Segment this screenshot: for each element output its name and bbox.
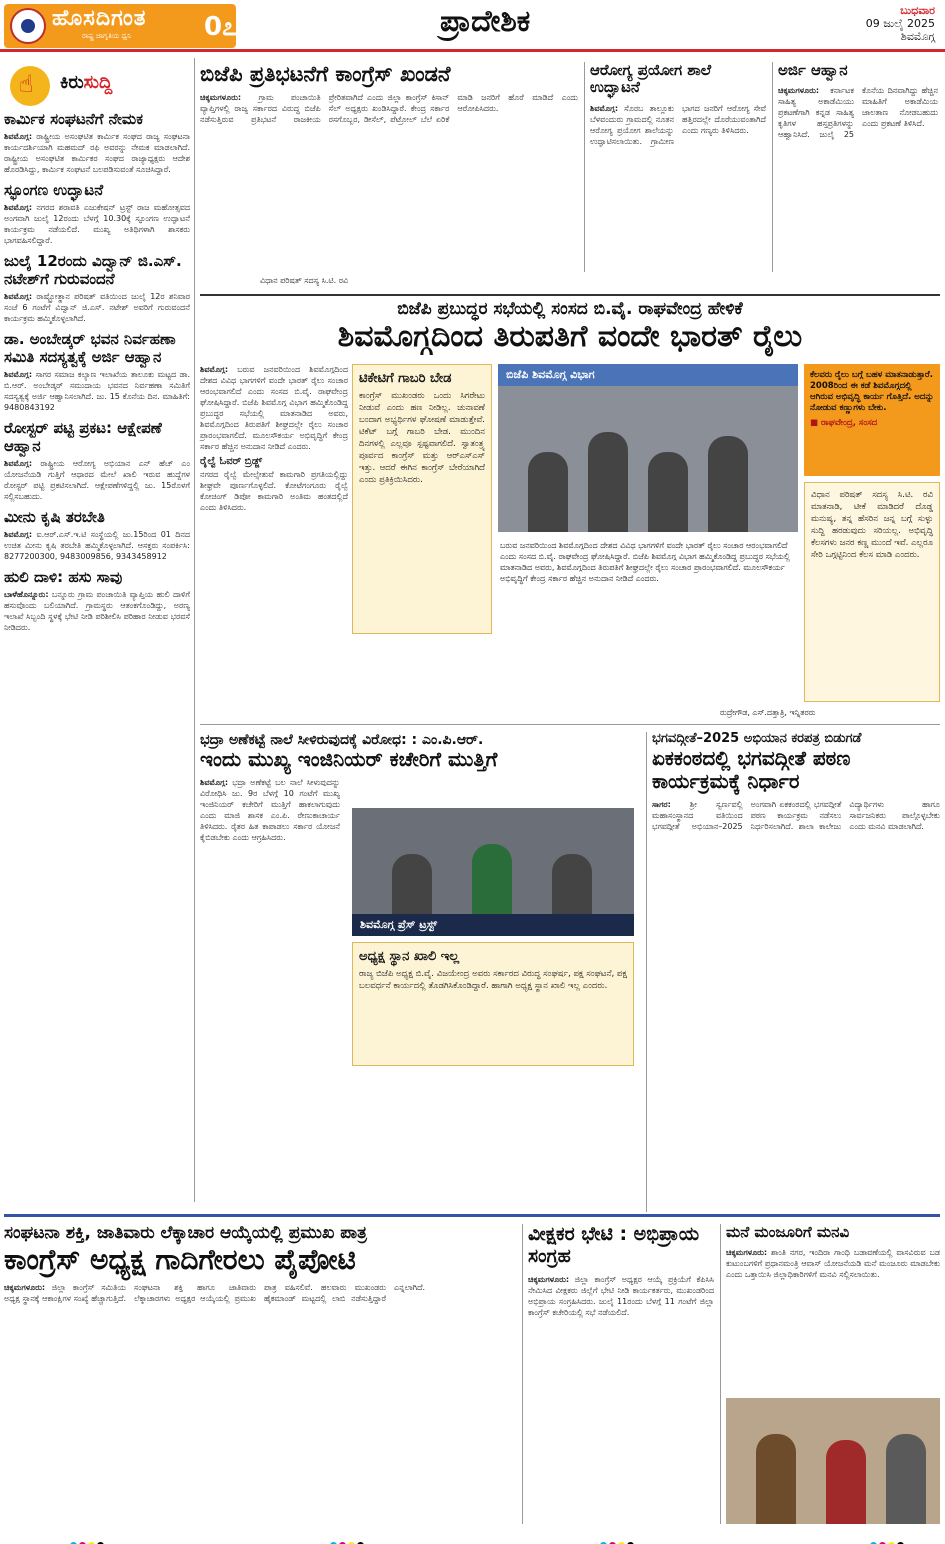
story-body: ಶಿವಮೊಗ್ಗ: ಭದ್ರಾ ಅಣೆಕಟ್ಟೆ ಬಲ ನಾಲೆ ಸೀಳುವುದನ್ನು ವಿರೋಧಿಸಿ ಜು. 9ರ ಬೆಳಗ್ಗೆ 10 ಗಂಟೆಗೆ ಮುಖ್ಯ ಇಂಜಿನಿಯರ್ ಕಚೇರಿಗೆ ಮುತ್ತಿಗೆ ಹಾಕಲಾಗುವುದು ಎಂದು ಮಾಜಿ ಶಾಸಕ ಎಂ.ಪಿ. ರೇಣುಕಾಚಾರ್ಯ ತಿಳಿಸಿದರು. ರೈತರ ಹಿತ ಕಾಪಾಡಲು ಸರ್ಕಾರ ಯೋಜನೆ ಕೈಬಿಡಬೇಕು ಎಂದು ಆಗ್ರಹಿಸಿದರು. bbox=[200, 778, 340, 843]
registration-dots bbox=[70, 1534, 106, 1544]
brief-title: ಸ್ಫೂಂಗಣ ಉದ್ಘಾಟನೆ bbox=[4, 181, 104, 199]
kirusuddi-header bbox=[4, 58, 190, 110]
brief-item bbox=[4, 110, 190, 175]
story-title: ಕಾಂಗ್ರೆಸ್ ಅಧ್ಯಕ್ಷ ಗಾದಿಗೇರಲು ಪೈಪೋಟಿ bbox=[4, 1242, 356, 1276]
section-title: ಪ್ರಾದೇಶಿಕ bbox=[440, 4, 531, 39]
story-title: ಅರ್ಜಿ ಆಹ್ವಾನ bbox=[778, 61, 848, 79]
story-kicker: ಸಂಘಟನಾ ಶಕ್ತಿ, ಜಾತಿವಾರು ಲೆಕ್ಕಾಚಾರ ಆಯ್ಕೆಯಲ್ಲಿ ಪ್ರಮುಖ ಪಾತ್ರ bbox=[4, 1223, 367, 1243]
brief-body: ಶಿವಮೊಗ್ಗ: ಸಾಗರ ಸಮಾಜ ಕಲ್ಯಾಣ ಇಲಾಖೆಯ ತಾಲೂಕು ಮಟ್ಟದ ಡಾ. ಬಿ.ಆರ್. ಅಂಬೇಡ್ಕರ್ ಸಮುದಾಯ ಭವನದ ನಿರ್ವಹಣಾ ಸಮಿತಿಗೆ ಸದಸ್ಯತ್ವಕ್ಕೆ ಅರ್ಜಿ ಆಹ್ವಾನಿಸಲಾಗಿದೆ. ಜು. 15 ಕೊನೆಯ ದಿನ. ಮಾಹಿತಿಗೆ: 9480843192 bbox=[4, 370, 191, 412]
story-title: ವೀಕ್ಷಕರ ಭೇಟಿ : ಅಭಿಪ್ರಾಯ ಸಂಗ್ರಹ bbox=[528, 1223, 700, 1267]
press-meet-photo bbox=[352, 808, 634, 936]
registration-dots bbox=[870, 1534, 906, 1544]
brief-title: ಮೀನು ಕೃಷಿ ತರಬೇತಿ bbox=[4, 508, 105, 526]
brief-item bbox=[4, 181, 190, 246]
quote-text: ಕೆಲವರು ರೈಲು ಬಗ್ಗೆ ಬಹಳ ಮಾತನಾಡುತ್ತಾರೆ. 2008ರಿಂದ ಈ ಕಡೆ ಶಿವಮೊಗ್ಗದಲ್ಲಿ ಆಗಿರುವ ಅಭಿವೃದ್ಧಿ ಕಾರ್ಯ ಗೊತ್ತಿದೆ. ಅದನ್ನು ನೋಡುವ ಕಣ್ಣುಗಳು ಬೇಕು. bbox=[810, 370, 934, 413]
column-divider bbox=[194, 58, 195, 1202]
section-divider bbox=[4, 1214, 940, 1217]
story-title: ಏಕಕಂಠದಲ್ಲಿ ಭಗವದ್ಗೀತೆ ಪಠಣ ಕಾರ್ಯಕ್ರಮಕ್ಕೆ ನಿರ್ಧಾರ bbox=[652, 745, 851, 793]
emblem-icon bbox=[10, 8, 46, 44]
brief-item bbox=[4, 568, 190, 633]
attendee-names: ರುದ್ರೇಗೌಡ, ಎಸ್.ದತ್ತಾತ್ರಿ, ಇನ್ನಿತರರು bbox=[720, 708, 816, 717]
housing-photo bbox=[726, 1398, 940, 1524]
masthead bbox=[0, 0, 945, 52]
story-bjp-protest bbox=[200, 62, 578, 286]
story-application-invite bbox=[778, 62, 938, 272]
paper-name: ಹೊಸದಿಗಂತ bbox=[52, 6, 147, 31]
registration-dots bbox=[600, 1534, 636, 1544]
lead-body bbox=[200, 364, 348, 734]
brief-body: ಶಿವಮೊಗ್ಗ: ನಗರದ ಶರಾವತಿ ಎಜುಕೇಷನ್ ಟ್ರಸ್ಟ್ ರಾಜ ಮಹೋತ್ಸವದ ಅಂಗವಾಗಿ ಜುಲೈ 12ರಂದು ಬೆಳಗ್ಗೆ 10.30ಕ್ಕೆ ಸ್ಫೂಂಗಣ ಉದ್ಘಾಟನೆ ಕಾರ್ಯಕ್ರಮ ನಡೆಯಲಿದೆ. ಮುಖ್ಯ ಅತಿಥಿಗಳಾಗಿ ಶಾಸಕರು ಭಾಗವಹಿಸಲಿದ್ದಾರೆ. bbox=[4, 203, 190, 245]
brief-title: ಹುಲಿ ದಾಳಿ: ಹಸು ಸಾವು bbox=[4, 568, 123, 586]
lead-body-text-2: ನಗರದ ರೈಲ್ವೆ ಮೇಲ್ಸೇತುವೆ ಕಾಮಗಾರಿ ಪ್ರಗತಿಯಲ್ಲಿದ್ದು ಶೀಘ್ರವೇ ಪೂರ್ಣಗೊಳ್ಳಲಿದೆ. ಕೋಟೆಗಂಗೂರು ರೈಲ್ವೆ ಕೋಚಿಂಗ್ ಡಿಪೋ ಕಾಮಗಾರಿ ಅಂತಿಮ ಹಂತದಲ್ಲಿದೆ ಎಂದು ತಿಳಿಸಿದರು. bbox=[200, 470, 348, 512]
story-body: ಚಿಕ್ಕಮಗಳೂರು: ಜಿಲ್ಲಾ ಕಾಂಗ್ರೆಸ್ ಅಧ್ಯಕ್ಷರ ಆಯ್ಕೆ ಪ್ರಕ್ರಿಯೆಗೆ ಕೆಪಿಸಿಸಿ ನೇಮಿಸಿದ ವೀಕ್ಷಕರು ಜಿಲ್ಲೆಗೆ ಭೇಟಿ ನೀಡಿ ಕಾರ್ಯಕರ್ತರು, ಮುಖಂಡರಿಂದ ಅಭಿಪ್ರಾಯ ಸಂಗ್ರಹಿಸಿದರು. ಜುಲೈ 11ರಂದು ಬೆಳಗ್ಗೆ 11 ಗಂಟೆಗೆ ಜಿಲ್ಲಾ ಕಾಂಗ್ರೆಸ್ ಕಚೇರಿಯಲ್ಲಿ ಸಭೆ ನಡೆಯಲಿದೆ. bbox=[528, 1274, 714, 1317]
registration-dots bbox=[330, 1534, 366, 1544]
paper-tagline: ರಾಷ್ಟ್ರ ಜಾಗೃತಿಯ ಧ್ವನಿ bbox=[82, 32, 132, 40]
story-gita bbox=[652, 732, 940, 1212]
story-title: ಮನೆ ಮಂಜೂರಿಗೆ ಮನವಿ bbox=[726, 1223, 850, 1241]
issue-place: ಶಿವಮೊಗ್ಗ bbox=[900, 30, 935, 43]
lead-subhead: ರೈಲ್ವೆ ಓವರ್ ಬ್ರಿಡ್ಜ್ bbox=[200, 456, 263, 467]
column-divider bbox=[522, 1224, 523, 1524]
brief-body: ಶಿವಮೊಗ್ಗ: ರಾಷ್ಟ್ರೀಯ ಆರೋಗ್ಯ ಅಭಿಯಾನ ಎನ್ ಹೆಚ್ ಎಂ ಯೋಜನೆಯಡಿ ಗುತ್ತಿಗೆ ಆಧಾರದ ಮೇಲೆ ಖಾಲಿ ಇರುವ ಹುದ್ದೆಗಳ ರೋಸ್ಟರ್ ಪಟ್ಟಿ ಪ್ರಕಟಿಸಲಾಗಿದೆ. ಆಕ್ಷೇಪಣೆಗಳಿದ್ದಲ್ಲಿ ಜು. 15ರೊಳಗೆ ಸಲ್ಲಿಸಬಹುದು. bbox=[4, 459, 191, 501]
brief-title: ಜುಲೈ 12ರಂದು ವಿದ್ವಾನ್ ಜಿ.ಎಸ್. ನಟೇಶ್‌ಗೆ ಗುರುವಂದನೆ bbox=[4, 252, 182, 288]
page-number: 0೭ bbox=[204, 12, 237, 42]
story-body: ಸಾಗರ: ಶ್ರೀ ಸ್ವರ್ಣವಲ್ಲಿ ಮಹಾಸಂಸ್ಥಾನದ ವತಿಯಿಂದ ಭಗವದ್ಗೀತೆ ಅಭಿಯಾನ–2025 ಅಂಗವಾಗಿ ಏಕಕಂಠದಲ್ಲಿ ಭಗವದ್ಗೀತೆ ಪಠಣ ಕಾರ್ಯಕ್ರಮ ನಡೆಸಲು ನಿರ್ಧರಿಸಲಾಗಿದೆ. ಶಾಲಾ ಕಾಲೇಜು ವಿದ್ಯಾರ್ಥಿಗಳು ಹಾಗೂ ಸಾರ್ವಜನಿಕರು ಪಾಲ್ಗೊಳ್ಳಬೇಕು ಎಂದು ಮನವಿ ಮಾಡಲಾಗಿದೆ. bbox=[652, 799, 940, 831]
lead-headline: ಶಿವಮೊಗ್ಗದಿಂದ ತಿರುಪತಿಗೆ ವಂದೇ ಭಾರತ್ ರೈಲು bbox=[337, 318, 803, 354]
column-divider bbox=[720, 1224, 721, 1524]
story-footer: ವಿಧಾನ ಪರಿಷತ್ ಸದಸ್ಯ ಸಿ.ಟಿ. ರವಿ bbox=[260, 276, 349, 285]
story-body: ಚಿಕ್ಕಮಗಳೂರು: ಜಿಲ್ಲಾ ಕಾಂಗ್ರೆಸ್ ಸಮಿತಿಯ ಅಧ್ಯಕ್ಷ ಸ್ಥಾನಕ್ಕೆ ಆಕಾಂಕ್ಷಿಗಳ ಸಂಖ್ಯೆ ಹೆಚ್ಚಾಗುತ್ತಿದೆ. ಸಂಘಟನಾ ಶಕ್ತಿ ಹಾಗೂ ಜಾತಿವಾರು ಲೆಕ್ಕಾಚಾರಗಳು ಅಧ್ಯಕ್ಷರ ಆಯ್ಕೆಯಲ್ಲಿ ಪ್ರಮುಖ ಪಾತ್ರ ವಹಿಸಲಿವೆ. ಹಲವಾರು ಮುಖಂಡರು ಹೈಕಮಾಂಡ್ ಮಟ್ಟದಲ್ಲಿ ಲಾಬಿ ನಡೆಸುತ್ತಿದ್ದಾರೆ ಎನ್ನಲಾಗಿದೆ. bbox=[4, 1282, 426, 1303]
dateline-box bbox=[866, 4, 935, 43]
brief-item bbox=[4, 419, 190, 502]
issue-date: 09 ಜುಲೈ 2025 bbox=[865, 17, 935, 30]
brief-body: ಶಿವಮೊಗ್ಗ: ಐ.ಆರ್.ಎಸ್.ಇ.ಟಿ ಸಂಸ್ಥೆಯಲ್ಲಿ ಜು.15ರಿಂದ 01 ದಿನದ ಉಚಿತ ಮೀನು ಕೃಷಿ ತರಬೇತಿ ಹಮ್ಮಿಕೊಳ್ಳಲಾಗಿದೆ. ಆಸಕ್ತರು ಸಂಪರ್ಕಿಸಿ: 8277200300, 9483009856, 9343458912 bbox=[4, 530, 190, 561]
box-body: ರಾಜ್ಯ ಬಿಜೆಪಿ ಅಧ್ಯಕ್ಷ ಬಿ.ವೈ. ವಿಜಯೇಂದ್ರ ಅವರು ಸರ್ಕಾರದ ವಿರುದ್ಧ ಸಂಘರ್ಷ, ಪಕ್ಷ ಸಂಘಟನೆ, ಪಕ್ಷ ಬಲವರ್ಧನೆ ಕಾರ್ಯದಲ್ಲಿ ತೊಡಗಿಸಿಕೊಂಡಿದ್ದಾರೆ. ಹಾಗಾಗಿ ಅಧ್ಯಕ್ಷ ಸ್ಥಾನ ಖಾಲಿ ಇಲ್ಲ ಎಂದರು. bbox=[359, 969, 627, 991]
box-title: ಅಧ್ಯಕ್ಷ ಸ್ಥಾನ ಖಾಲಿ ಇಲ್ಲ bbox=[359, 949, 460, 964]
brief-item bbox=[4, 508, 190, 562]
brief-item bbox=[4, 330, 190, 413]
story-observer-visit bbox=[528, 1224, 714, 1524]
brief-title: ಡಾ. ಅಂಬೇಡ್ಕರ್ ಭವನ ನಿರ್ವಹಣಾ ಸಮಿತಿ ಸದಸ್ಯತ್ವಕ್ಕೆ ಅರ್ಜಿ ಆಹ್ವಾನ bbox=[4, 330, 176, 366]
story-body: ಚಿಕ್ಕಮಗಳೂರು: ಕರ್ನಾಟಕ ಸಾಹಿತ್ಯ ಅಕಾಡೆಮಿಯು ಪ್ರಕಟಣೆಗಾಗಿ ಕನ್ನಡ ಸಾಹಿತ್ಯ ಕೃತಿಗಳ ಹಸ್ತಪ್ರತಿಗಳನ್ನು ಆಹ್ವಾನಿಸಿದೆ. ಜುಲೈ 25 ಕೊನೆಯ ದಿನವಾಗಿದ್ದು ಹೆಚ್ಚಿನ ಮಾಹಿತಿಗೆ ಅಕಾಡೆಮಿಯ ಜಾಲತಾಣ ನೋಡಬಹುದು ಎಂದು ಪ್ರಕಟಣೆ ತಿಳಿಸಿದೆ. bbox=[778, 86, 938, 140]
column-divider bbox=[772, 62, 773, 272]
story-title: ಆರೋಗ್ಯ ಪ್ರಯೋಗ ಶಾಲೆ ಉದ್ಘಾಟನೆ bbox=[590, 61, 712, 97]
brief-body: ಶಿವಮೊಗ್ಗ: ರಾಷ್ಟ್ರೀಯ ಅಸಂಘಟಿತ ಕಾರ್ಮಿಕ ಸಂಘದ ರಾಜ್ಯ ಸಂಘಟನಾ ಕಾರ್ಯದರ್ಶಿಯಾಗಿ ಮಹಮದ್ ರಫಿ ಅವರನ್ನು ನೇಮಕ ಮಾಡಲಾಗಿದೆ. ರಾಷ್ಟ್ರೀಯ ಅಸಂಘಟಿತ ಕಾರ್ಮಿಕರ ಸಂಘದ ರಾಜ್ಯಾಧ್ಯಕ್ಷರು ಆದೇಶ ಹೊರಡಿಸಿದ್ದು, ಕಾರ್ಮಿಕ ಸಂಘಟನೆ ಬಲಪಡಿಸುವಂತೆ ಸೂಚಿಸಿದ್ದಾರೆ. bbox=[4, 132, 190, 174]
column-divider bbox=[646, 732, 647, 1212]
story-title: ಇಂದು ಮುಖ್ಯ ಇಂಜಿನಿಯರ್ ಕಚೇರಿಗೆ ಮುತ್ತಿಗೆ bbox=[200, 747, 498, 772]
quote-box bbox=[804, 364, 940, 476]
pointing-hand-icon bbox=[10, 66, 50, 106]
story-housing-request bbox=[726, 1224, 940, 1394]
box-body: ಕಾಂಗ್ರೆಸ್ ಮುಖಂಡರು ಒಂದು ಸಿಗರೇಟು ನೀಡುವೆ ಎಂದು ಹಣ ನೀಡಿಲ್ಲ. ಚುನಾವಣೆ ಬಂದಾಗ ಅಭ್ಯರ್ಥಿಗಳ ಘೋಷಣೆ ಮಾಡುತ್ತೇವೆ. ಟಿಕೆಟ್ ಬಗ್ಗೆ ಗಾಬರಿ ಬೇಡ. ಮುಂದಿನ ದಿನಗಳಲ್ಲಿ ಎಲ್ಲವೂ ಸ್ಪಷ್ಟವಾಗಲಿದೆ. ಸ್ವಾತಂತ್ರ್ಯ ಪೂರ್ವದ ಕಾಂಗ್ರೆಸ್ ಮತ್ತು ಆರ್‌ಎಸ್‌ಎಸ್ ಇತ್ತು. ಆದರೆ ಈಗಿನ ಕಾಂಗ್ರೆಸ್ ಬೇರೆಯಾಗಿದೆ ಎಂದು ಪ್ರತಿಕ್ರಿಯಿಸಿದರು. bbox=[359, 391, 485, 485]
story-body: ಚಿಕ್ಕಮಗಳೂರು: ಗ್ರಾಮ ಪಂಚಾಯಿತಿ ವ್ಯಾಪ್ತಿಗಳಲ್ಲಿ ರಾಜ್ಯ ಸರ್ಕಾರದ ವಿರುದ್ಧ ಬಿಜೆಪಿ ನಡೆಸುತ್ತಿರುವ ಪ್ರತಿಭಟನೆ ರಾಜಕೀಯ ಪ್ರೇರಿತವಾಗಿದೆ ಎಂದು ಜಿಲ್ಲಾ ಕಾಂಗ್ರೆಸ್ ಕಿಸಾನ್ ಸೆಲ್ ಅಧ್ಯಕ್ಷರು ಖಂಡಿಸಿದ್ದಾರೆ. ಕೇಂದ್ರ ಸರ್ಕಾರ ರಸಗೊಬ್ಬರ, ಡೀಸೆಲ್, ಪೆಟ್ರೋಲ್ ಬೆಲೆ ಏರಿಕೆ ಮಾಡಿ ಜನರಿಗೆ ಹೊರೆ ಮಾಡಿದೆ ಎಂದು ಆರೋಪಿಸಿದರು. bbox=[200, 93, 578, 125]
brief-title: ರೋಸ್ಟರ್ ಪಟ್ಟಿ ಪ್ರಕಟ: ಆಕ್ಷೇಪಣೆ ಆಹ್ವಾನ bbox=[4, 419, 162, 455]
story-title: ಬಿಜೆಪಿ ಪ್ರತಿಭಟನೆಗೆ ಕಾಂಗ್ರೆಸ್ ಖಂಡನೆ bbox=[200, 62, 451, 86]
section-divider bbox=[200, 294, 940, 296]
brief-item bbox=[4, 252, 190, 324]
story-kicker: ಭಗವದ್ಗೀತೆ–2025 ಅಭಿಯಾನ ಕರಪತ್ರ ಬಿಡುಗಡೆ bbox=[652, 731, 862, 746]
side-note-text: ವಿಧಾನ ಪರಿಷತ್ ಸದಸ್ಯ ಸಿ.ಟಿ. ರವಿ ಮಾತನಾಡಿ, ಟೀಕೆ ಮಾಡಿದರೆ ದೊಡ್ಡ ಮನುಷ್ಯ, ತನ್ನ ಹೆಸರಿನ ಜನ್ನ ಬಗ್ಗೆ ಸುಳ್ಳು ಸುದ್ದಿ ಹರಡುವುದು ಸರಿಯಲ್ಲ. ಅಭಿವೃದ್ಧಿ ಕೆಲಸಗಳು ಜನರ ಕಣ್ಣ ಮುಂದೆ ಇವೆ. ಎಲ್ಲರೂ ಸೇರಿ ಒಗ್ಗಟ್ಟಿನಿಂದ ಕೆಲಸ ಮಾಡಿ ಎಂದರು. bbox=[811, 490, 933, 560]
story-body: ಶಿವಮೊಗ್ಗ: ಸೊರಬ ತಾಲ್ಲೂಕು ಬೆಳವಂದುರು ಗ್ರಾಮದಲ್ಲಿ ನೂತನ ಆರೋಗ್ಯ ಪ್ರಯೋಗ ಶಾಲೆಯನ್ನು ಉದ್ಘಾಟಿಸಲಾಯಿತು. ಗ್ರಾಮೀಣ ಭಾಗದ ಜನರಿಗೆ ಆರೋಗ್ಯ ಸೇವೆ ಹತ್ತಿರದಲ್ಲೇ ದೊರೆಯುವಂತಾಗಿದೆ ಎಂದು ಗಣ್ಯರು ತಿಳಿಸಿದರು. bbox=[590, 103, 766, 146]
lead-continuation: ಬರುವ ಜನವರಿಯಿಂದ ಶಿವಮೊಗ್ಗದಿಂದ ದೇಶದ ವಿವಿಧ ಭಾಗಗಳಿಗೆ ವಂದೇ ಭಾರತ್ ರೈಲು ಸಂಚಾರ ಆರಂಭವಾಗಲಿದೆ ಎಂದು ಸಂಸದ ಬಿ.ವೈ. ರಾಘವೇಂದ್ರ ಘೋಷಿಸಿದ್ದಾರೆ. ಬಿಜೆಪಿ ಶಿವಮೊಗ್ಗ ವಿಭಾಗ ಹಮ್ಮಿಕೊಂಡಿದ್ದ ಪ್ರಬುದ್ಧರ ಸಭೆಯಲ್ಲಿ ಮಾತನಾಡಿದ ಅವರು, ಶಿವಮೊಗ್ಗದಿಂದ ತಿರುಪತಿಗೆ ಶೀಘ್ರದಲ್ಲೇ ರೈಲು ಸಂಚಾರ ಪ್ರಾರಂಭವಾಗಲಿದೆ. ಮೂಲಸೌಕರ್ಯ ಅಭಿವೃದ್ಧಿಗೆ ಕೇಂದ್ರ ಸರ್ಕಾರ ಹೆಚ್ಚಿನ ಅನುದಾನ ನೀಡಿದೆ ಎಂದರು. bbox=[500, 541, 790, 583]
lead-headline-block bbox=[200, 300, 940, 358]
box-title: ಟಿಕೇಟಿಗೆ ಗಾಬರಿ ಬೇಡ bbox=[359, 371, 452, 386]
lead-body-text: ಶಿವಮೊಗ್ಗ: ಬರುವ ಜನವರಿಯಿಂದ ಶಿವಮೊಗ್ಗದಿಂದ ದೇಶದ ವಿವಿಧ ಭಾಗಗಳಿಗೆ ವಂದೇ ಭಾರತ್ ರೈಲು ಸಂಚಾರ ಆರಂಭವಾಗಲಿದೆ ಎಂದು ಸಂಸದ ಬಿ.ವೈ. ರಾಘವೇಂದ್ರ ಘೋಷಿಸಿದ್ದಾರೆ. ಬಿಜೆಪಿ ಶಿವಮೊಗ್ಗ ವಿಭಾಗ ಹಮ್ಮಿಕೊಂಡಿದ್ದ ಪ್ರಬುದ್ಧರ ಸಭೆಯಲ್ಲಿ ಮಾತನಾಡಿದ ಅವರು, ಶಿವಮೊಗ್ಗದಿಂದ ತಿರುಪತಿಗೆ ಶೀಘ್ರದಲ್ಲೇ ರೈಲು ಸಂಚಾರ ಪ್ರಾರಂಭವಾಗಲಿದೆ. ಮೂಲಸೌಕರ್ಯ ಅಭಿವೃದ್ಧಿಗೆ ಕೇಂದ್ರ ಸರ್ಕಾರ ಹೆಚ್ಚಿನ ಅನುದಾನ ನೀಡಿದೆ ಎಂದರು. bbox=[200, 365, 348, 451]
side-note-box bbox=[804, 482, 940, 702]
brief-body: ಬಾಳೆಹೊನ್ನೂರು: ಬನ್ನೂರು ಗ್ರಾಮ ಪಂಚಾಯಿತಿ ವ್ಯಾಪ್ತಿಯ ಹುಲಿ ದಾಳಿಗೆ ಹಸುವೊಂದು ಬಲಿಯಾಗಿದೆ. ಗ್ರಾಮಸ್ಥರು ಆತಂಕಗೊಂಡಿದ್ದು, ಅರಣ್ಯ ಇಲಾಖೆ ಸಿಬ್ಬಂದಿ ಸ್ಥಳಕ್ಕೆ ಭೇಟಿ ನೀಡಿ ಪರಿಶೀಲಿಸಿ ಪರಿಹಾರ ನೀಡುವ ಭರವಸೆ ನೀಡಿದರು. bbox=[4, 590, 190, 632]
brief-title: ಕಾರ್ಮಿಕ ಸಂಘಟನೆಗೆ ನೇಮಕ bbox=[4, 110, 143, 128]
story-health-lab bbox=[590, 62, 766, 272]
issue-day: ಬುಧವಾರ bbox=[900, 4, 935, 17]
briefs-column bbox=[4, 58, 190, 1202]
newspaper-logo bbox=[4, 4, 236, 48]
vacancy-box bbox=[352, 942, 634, 1066]
story-kicker: ಭದ್ರಾ ಅಣೆಕಟ್ಟೆ ನಾಲೆ ಸೀಳಿರುವುದಕ್ಕೆ ವಿರೋಧ: : ಎಂ.ಪಿ.ಆರ್. bbox=[200, 732, 484, 748]
lead-kicker: ಬಿಜೆಪಿ ಪ್ರಬುದ್ಧರ ಸಭೆಯಲ್ಲಿ ಸಂಸದ ಬಿ.ವೈ. ರಾಘವೇಂದ್ರ ಹೇಳಿಕೆ bbox=[397, 299, 743, 319]
kirusuddi-label: ಕಿರುಸುದ್ದಿ bbox=[60, 72, 113, 93]
ticket-box bbox=[352, 364, 492, 634]
story-body: ಚಿಕ್ಕಮಗಳೂರು: ಶಾಂತಿ ನಗರ, ಇಂದಿರಾ ಗಾಂಧಿ ಬಡಾವಣೆಯಲ್ಲಿ ವಾಸವಿರುವ ಬಡ ಕುಟುಂಬಗಳಿಗೆ ಪ್ರಧಾನಮಂತ್ರಿ ಆವಾಸ್ ಯೋಜನೆಯಡಿ ಮನೆ ಮಂಜೂರು ಮಾಡಬೇಕು ಎಂದು ಒತ್ತಾಯಿಸಿ ಜಿಲ್ಲಾಧಿಕಾರಿಗಳಿಗೆ ಮನವಿ ಸಲ್ಲಿಸಲಾಯಿತು. bbox=[726, 1248, 940, 1280]
section-divider bbox=[200, 724, 940, 725]
story-congress-race bbox=[4, 1224, 516, 1524]
quote-attribution: ■ ರಾಘವೇಂದ್ರ, ಸಂಸದ bbox=[810, 418, 878, 428]
photo-banner: ಬಿಜೆಪಿ ಶಿವಮೊಗ್ಗ ವಿಭಾಗ bbox=[498, 364, 798, 386]
briefs-list bbox=[4, 110, 190, 633]
brief-body: ಶಿವಮೊಗ್ಗ: ರಾಷ್ಟ್ರೋತ್ಥಾನ ಪರಿಷತ್ ವತಿಯಿಂದ ಜುಲೈ 12ರ ಶನಿವಾರ ಸಂಜೆ 6 ಗಂಟೆಗೆ ವಿದ್ವಾನ್ ಜಿ.ಎಸ್. ನಟೇಶ್ ಅವರಿಗೆ ಗುರುವಂದನೆ ಕಾರ್ಯಕ್ರಮ ಹಮ್ಮಿಕೊಳ್ಳಲಾಗಿದೆ. bbox=[4, 292, 190, 323]
press-banner: ಶಿವಮೊಗ್ಗ ಪ್ರೆಸ್ ಟ್ರಸ್ಟ್ bbox=[352, 914, 634, 936]
column-divider bbox=[584, 62, 585, 272]
lead-photo bbox=[498, 364, 798, 532]
